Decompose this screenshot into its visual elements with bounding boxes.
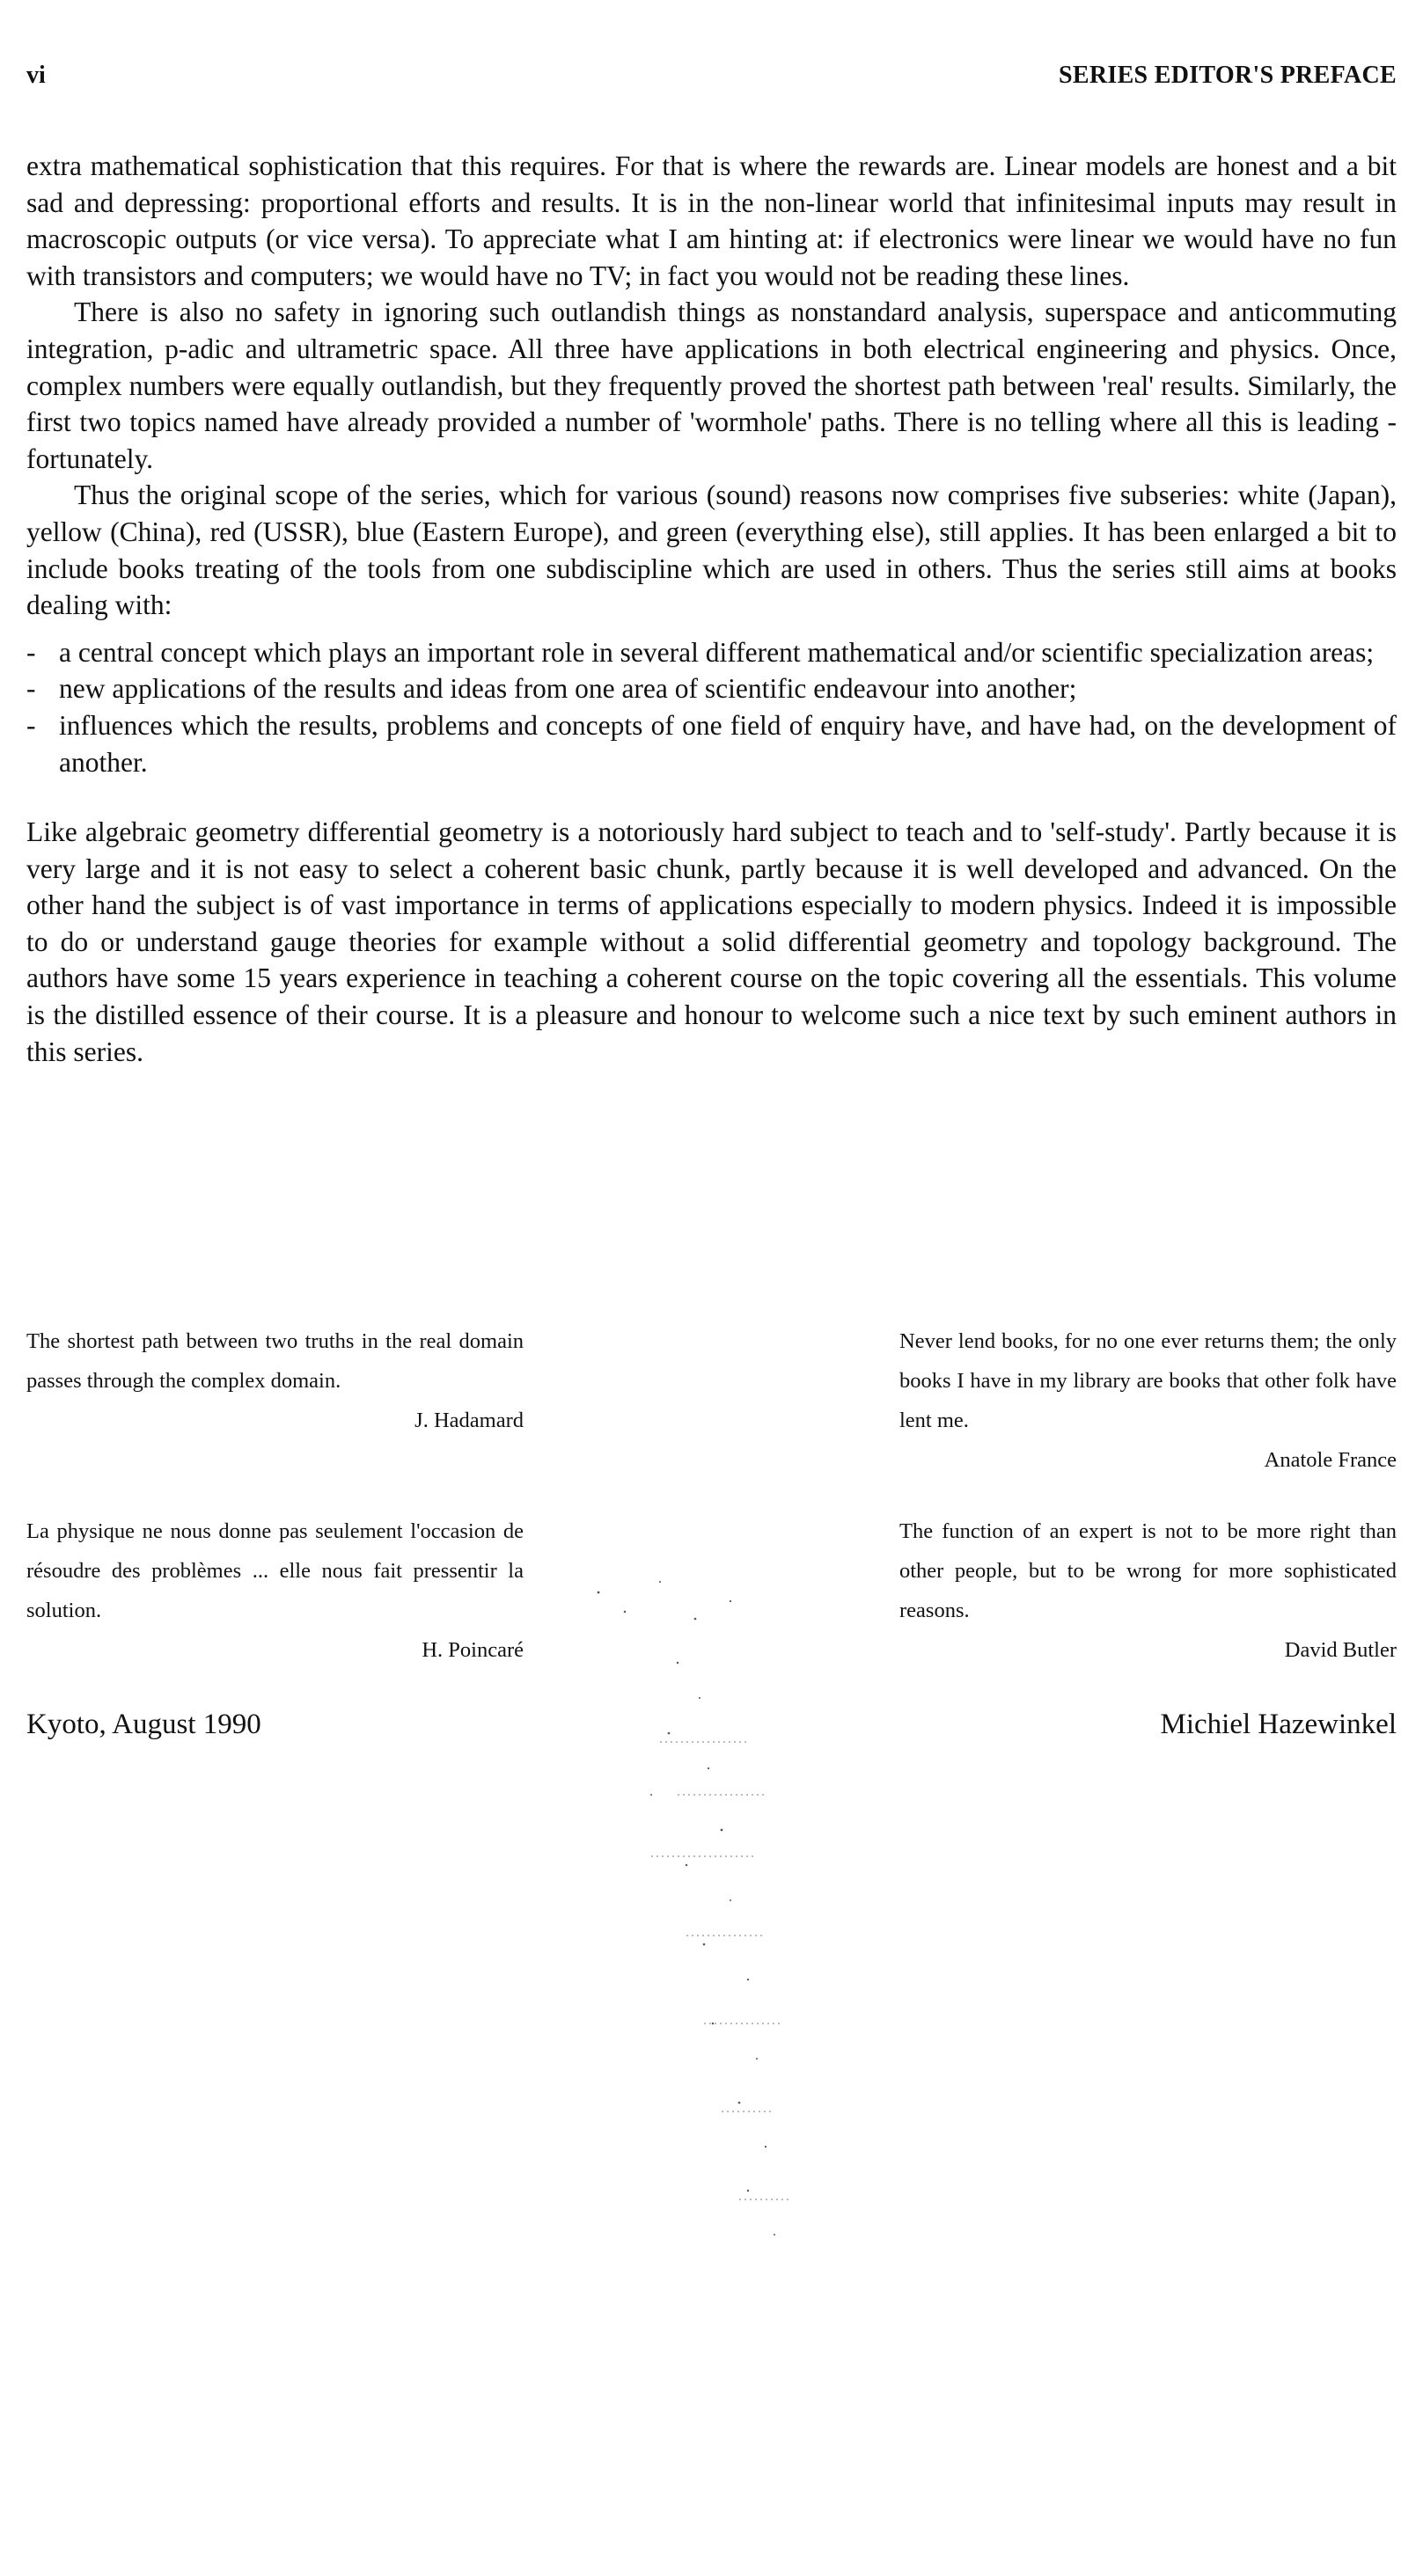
quote-author: David Butler (1284, 1638, 1397, 1662)
quote-author: J. Hadamard (414, 1409, 524, 1432)
quote-poincare (26, 1511, 524, 1670)
quote-text: La physique ne nous donne pas seulement l'occasion de résoudre des problèmes ... elle nous fait pressentir la solution. (26, 1519, 524, 1622)
paragraph-1: extra mathematical sophistication that this requires. For that is where the rewards are. Linear models are honest and a bit sad and depressing: proportional efforts and results. It is in the non-linear world that infinitesimal inputs may result in macroscopic outputs (or vice versa). To appreciate what I am hinting at: if electronics were linear we would have no fun with transistors and computers; we would have no TV; in fact you would not be reading these lines. (26, 150, 1397, 291)
list-marker: - (26, 636, 36, 668)
quote-hadamard (26, 1321, 524, 1440)
spacer (26, 780, 1397, 814)
page-number: vi (26, 62, 46, 89)
list-item: - new applications of the results and ideas from one area of scientific endeavour into another; (26, 670, 1397, 707)
quote-text: Never lend books, for no one ever returns them; the only books I have in my library are books that other folk have lent me. (899, 1329, 1397, 1432)
quote-text: The function of an expert is not to be more right than other people, but to be wrong for more sophisticated reasons. (899, 1519, 1397, 1622)
page-header (26, 62, 1397, 97)
list-marker: - (26, 709, 36, 741)
place-date: Kyoto, August 1990 (26, 1709, 261, 1740)
scan-speckle-noise (546, 1566, 915, 2270)
paragraph-4: Like algebraic geometry differential geometry is a notoriously hard subject to teach and to 'self-study'. Partly because it is very large and it is not easy to select a coherent basic chunk, partly because it is well developed and advanced. On the other hand the subject is of vast importance in terms of applications especially to modern physics. Indeed it is impossible to do or understand gauge theories for example without a solid differential geometry and topology background. The authors have some 15 years experience in teaching a coherent course on the topic covering all the essentials. This volume is the distilled essence of their course. It is a pleasure and honour to welcome such a nice text by such eminent authors in this series. (26, 816, 1397, 1067)
paragraph-2: There is also no safety in ignoring such outlandish things as nonstandard analysis, superspace and anticommuting integration, p-adic and ultrametric space. All three have applications in both electrical engineering and physics. Once, complex numbers were equally outlandish, but they frequently proved the shortest path between 'real' results. Similarly, the first two topics named have already provided a number of 'wormhole' paths. There is no telling where all this is leading - fortunately. (26, 296, 1397, 474)
quote-author: H. Poincaré (422, 1638, 524, 1662)
quote-france (899, 1321, 1397, 1480)
paragraph-3: Thus the original scope of the series, which for various (sound) reasons now comprises five subseries: white (Japan), yellow (China), red (USSR), blue (Eastern Europe), and green (everything else), still applies. It has been enlarged a bit to include books treating of the tools from one subdiscipline which are used in others. Thus the series still aims at books dealing with: (26, 479, 1397, 621)
aims-list (26, 634, 1397, 780)
list-item: - influences which the results, problems and concepts of one field of enquiry have, and have had, on the development of another. (26, 707, 1397, 780)
preface-body (26, 148, 1397, 1070)
list-item: - a central concept which plays an important role in several different mathematical and/or scientific specialization areas; (26, 634, 1397, 671)
list-marker: - (26, 673, 36, 705)
signer-name: Michiel Hazewinkel (1160, 1709, 1397, 1740)
quote-author: Anatole France (1264, 1448, 1397, 1472)
quote-butler (899, 1511, 1397, 1670)
running-head: SERIES EDITOR'S PREFACE (1059, 62, 1397, 89)
quote-text: The shortest path between two truths in the real domain passes through the complex domain. (26, 1329, 524, 1393)
